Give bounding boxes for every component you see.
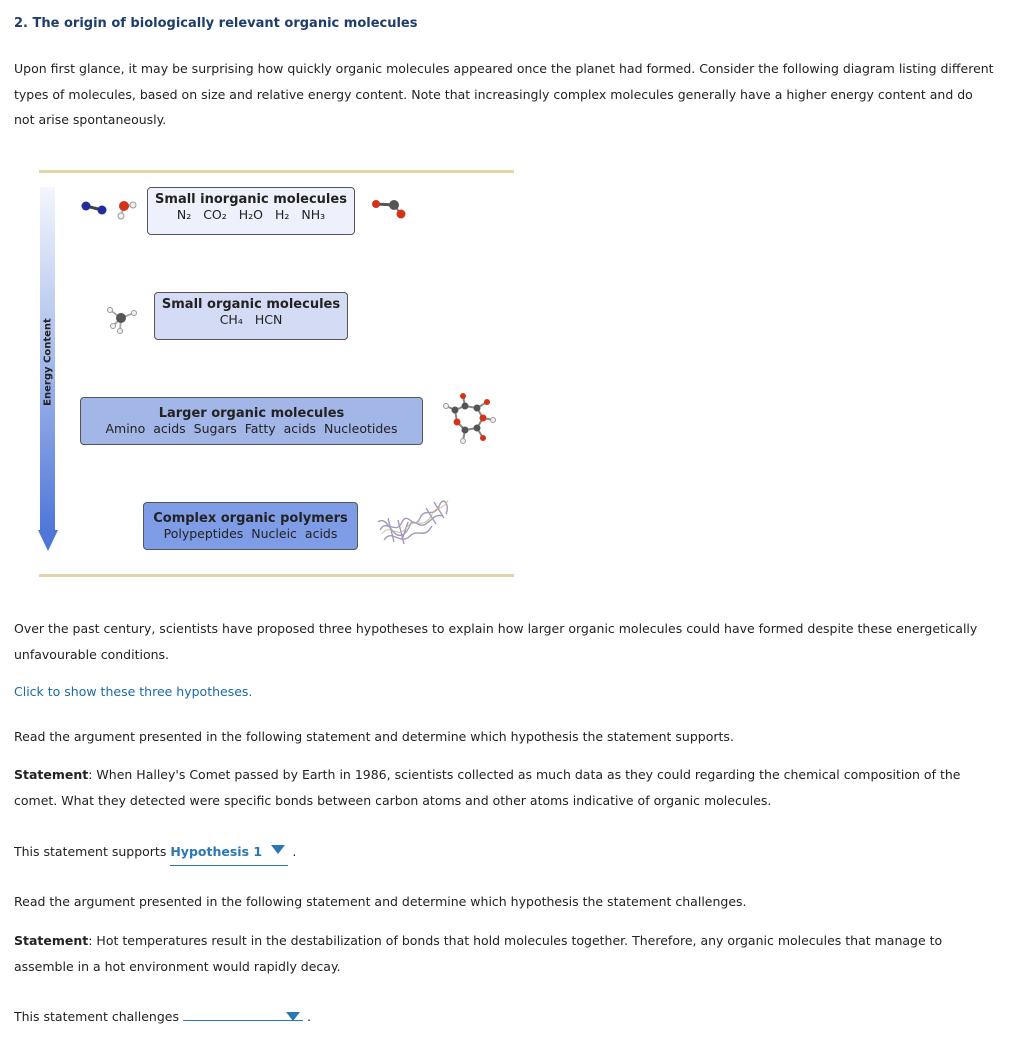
q2-hypothesis-dropdown[interactable] <box>183 1006 303 1021</box>
statement-label: Statement <box>14 767 89 782</box>
protein-polymer-icon <box>374 492 454 552</box>
small-inorganic-box <box>147 187 355 235</box>
intro-paragraph: Upon first glance, it may be surprising how quickly organic molecules appeared once the planet had formed. Consider the following diagram listing different types of molecules, based on size and relative energy content. Note that increasingly complex molecules generally have a higher energy content and do not arise spontaneously. <box>14 61 994 127</box>
question1-statement <box>14 762 994 813</box>
larger-molecule-icon <box>443 392 497 446</box>
box-title: Small organic molecules <box>161 297 341 312</box>
question2-answer-line <box>14 1004 994 1030</box>
ch4-molecule-icon <box>106 304 138 334</box>
question1-prompt: Read the argument presented in the following statement and determine which hypothesis the statement supports. <box>14 729 734 744</box>
question2-prompt: Read the argument presented in the following statement and determine which hypothesis the statement challenges. <box>14 894 747 909</box>
hypotheses-paragraph: Over the past century, scientists have proposed three hypotheses to explain how larger organic molecules could have formed despite these energetically unfavourable conditions. <box>14 621 978 662</box>
box-items: Polypeptides Nucleic acids <box>163 526 338 541</box>
statement-text: : Hot temperatures result in the destabilization of bonds that hold molecules together. Therefore, any organic molecules that manage to assemble in a hot environment would rapidly decay. <box>14 933 943 974</box>
energy-axis-label: Energy Content <box>42 318 54 406</box>
answer-prefix: This statement supports <box>14 844 167 859</box>
dropdown-value: Hypothesis 1 <box>170 844 263 859</box>
h2o-molecule-icon <box>114 198 138 220</box>
larger-organic-box <box>80 397 423 445</box>
chevron-down-icon <box>286 1012 300 1021</box>
box-title: Larger organic molecules <box>158 406 345 421</box>
statement-label: Statement <box>14 933 89 948</box>
n2-molecule-icon <box>80 200 110 216</box>
question2-statement <box>14 928 994 979</box>
diagram-bottom-divider <box>39 574 514 577</box>
show-hypotheses-link[interactable]: Click to show these three hypotheses. <box>14 684 253 699</box>
q1-hypothesis-dropdown[interactable] <box>170 839 288 866</box>
complex-polymers-box <box>143 502 358 550</box>
period: . <box>306 1009 311 1024</box>
box-items: N₂ CO₂ H₂O H₂ NH₃ <box>176 207 326 222</box>
energy-arrow-icon <box>38 530 58 551</box>
chevron-down-icon <box>271 845 285 854</box>
box-items: CH₄ HCN <box>219 312 283 327</box>
period: . <box>292 844 297 859</box>
box-title: Complex organic polymers <box>153 511 348 526</box>
question1-answer-line <box>14 839 994 866</box>
page-title: 2. The origin of biologically relevant organic molecules <box>14 16 418 31</box>
box-title: Small inorganic molecules <box>155 192 347 207</box>
co-molecule-icon <box>370 198 406 220</box>
diagram-top-divider <box>39 170 514 173</box>
box-items: Amino acids Sugars Fatty acids Nucleotides <box>105 421 398 436</box>
small-organic-box <box>154 292 348 340</box>
answer-prefix: This statement challenges <box>14 1009 179 1024</box>
statement-text: : When Halley's Comet passed by Earth in 1986, scientists collected as much data as they could regarding the chemical composition of the comet. What they detected were specific bonds between carbon atoms and other atoms indicative of organic molecules. <box>14 767 961 808</box>
